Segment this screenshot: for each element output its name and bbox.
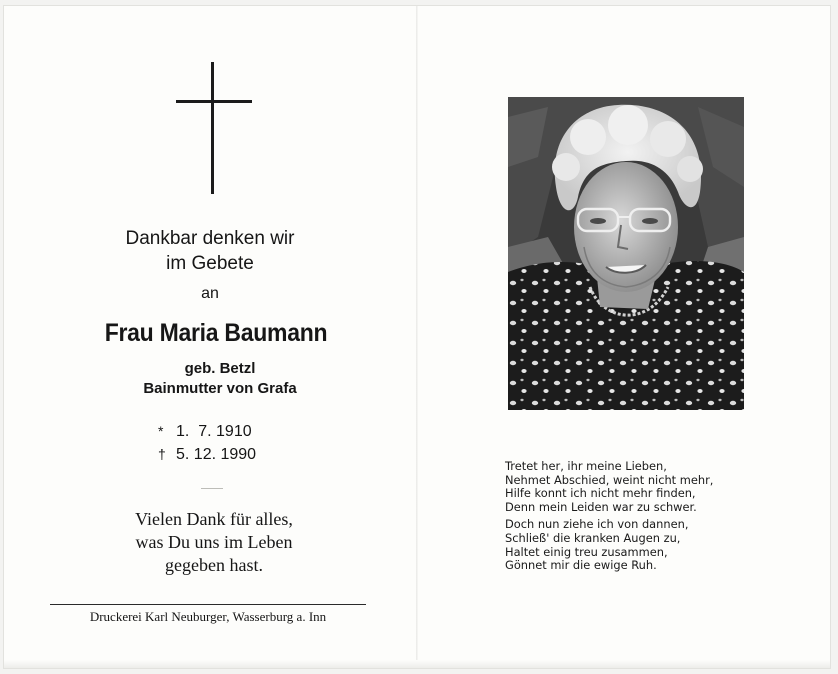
life-dates (158, 420, 256, 466)
right-panel (418, 6, 830, 668)
death-cross-icon: † (158, 446, 166, 462)
memorial-card (4, 6, 830, 668)
poem-line: Gönnet mir die ewige Ruh. (505, 558, 657, 573)
left-panel (4, 6, 416, 668)
thanks-line-2: was Du uns im Leben (135, 532, 293, 552)
cross-horizontal-bar (176, 100, 252, 103)
poem (505, 460, 713, 573)
poem-line: Denn mein Leiden war zu schwer. (505, 499, 697, 514)
birth-row (158, 420, 256, 443)
poem-stanza-1 (505, 460, 713, 514)
portrait-photo (508, 97, 744, 410)
intro-text (4, 226, 416, 276)
death-row (158, 443, 256, 466)
deceased-role: Bainmutter von Grafa (143, 380, 297, 397)
an-word: an (201, 285, 219, 302)
poem-line: Hilfe konnt ich nicht mehr finden, (505, 486, 696, 501)
maiden-name: geb. Betzl (184, 360, 256, 377)
birth-date: 1. 7. 1910 (176, 423, 252, 440)
poem-stanza-2 (505, 518, 713, 572)
birth-star-icon: * (158, 423, 164, 439)
thanks-line-3: gegeben hast. (165, 555, 263, 575)
printer-divider (50, 604, 366, 605)
cross-icon (176, 62, 252, 194)
thanks-text (8, 508, 420, 577)
poem-line: Haltet einig treu zusammen, (505, 544, 668, 559)
deceased-name: Frau Maria Baumann (104, 319, 328, 347)
death-date: 5. 12. 1990 (176, 446, 257, 463)
poem-line: Nehmet Abschied, weint nicht mehr, (505, 472, 714, 487)
short-divider (201, 488, 223, 489)
poem-line: Doch nun ziehe ich von dannen, (505, 517, 689, 532)
intro-line-1: Dankbar denken wir (125, 228, 295, 249)
printer-credit: Druckerei Karl Neuburger, Wasserburg a. Inn (89, 609, 327, 624)
thanks-line-1: Vielen Dank für alles, (135, 509, 293, 529)
portrait-image (508, 97, 744, 410)
poem-line: Tretet her, ihr meine Lieben, (505, 459, 667, 473)
poem-line: Schließ' die kranken Augen zu, (505, 530, 681, 545)
intro-line-2: im Gebete (166, 253, 254, 274)
cross-vertical-bar (211, 62, 214, 194)
